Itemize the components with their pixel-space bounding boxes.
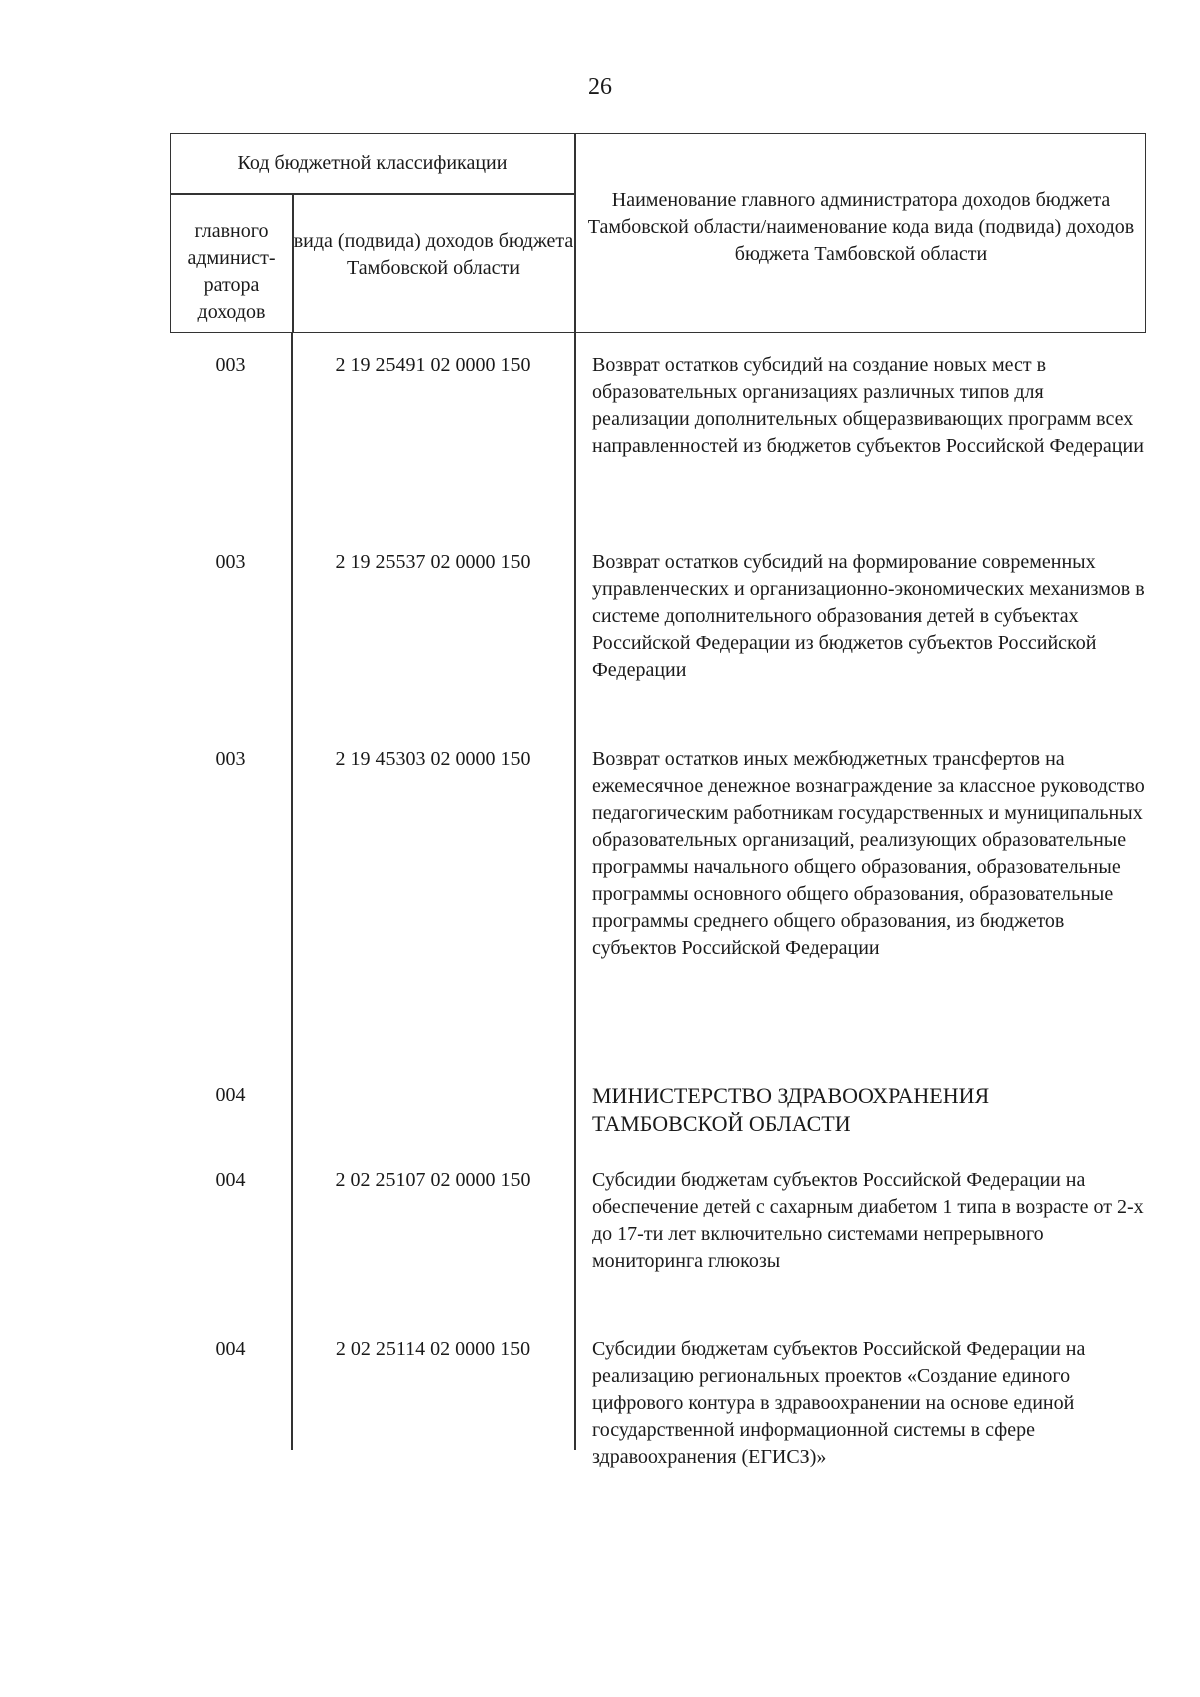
revenue-name: Возврат остатков субсидий на формирование современных управленческих и организационно-экономических механизмов в системе дополнительного образования детей в субъектах Российской Федерации из бюджетов субъектов Российской Федерации xyxy=(592,551,1145,681)
revenue-name: Субсидии бюджетам субъектов Российской Федерации на обеспечение детей с сахарным диабетом 1 типа в возрасте от 2-х до 17-ти лет включительно системами непрерывного мониторинга глюкозы xyxy=(592,1169,1144,1272)
budget-code: 2 02 25107 02 0000 150 xyxy=(335,1169,531,1191)
admin-code: 004 xyxy=(215,1084,246,1106)
budget-code: 2 02 25114 02 0000 150 xyxy=(335,1338,531,1360)
budget-code: 2 19 25537 02 0000 150 xyxy=(335,551,531,573)
revenue-name: Субсидии бюджетам субъектов Российской Федерации на реализацию региональных проектов «Создание единого цифрового контура в здравоохранении на основе единой государственной информационной системы в сфере здравоохранения (ЕГИСЗ)» xyxy=(592,1338,1086,1468)
admin-code: 003 xyxy=(215,354,246,376)
admin-code: 003 xyxy=(215,551,246,573)
page-number: 26 xyxy=(588,74,612,100)
admin-code: 004 xyxy=(215,1169,246,1191)
table-header xyxy=(170,133,1146,333)
header-name-column: Наименование главного администратора доходов бюджета Тамбовской области/наименование кода вида (подвида) доходов бюджета Тамбовской области xyxy=(587,189,1135,265)
admin-code: 003 xyxy=(215,748,246,770)
budget-code: 2 19 45303 02 0000 150 xyxy=(335,748,531,770)
column-divider xyxy=(291,333,293,1450)
header-divider xyxy=(171,193,574,195)
revenue-name: Возврат остатков субсидий на создание новых мест в образовательных организациях различных типов для реализации дополнительных общеразвивающих программ всех направленностей из бюджетов субъектов Российской Федерации xyxy=(592,354,1144,457)
header-kbk: Код бюджетной классификации xyxy=(237,152,508,174)
header-vid-column: вида (подвида) доходов бюджета Тамбовской области xyxy=(293,230,574,279)
revenue-name: Возврат остатков иных межбюджетных трансфертов на ежемесячное денежное вознаграждение за классное руководство педагогическим работникам государственных и муниципальных образовательных организаций, реализующих образовательные программы начального общего образования, образовательные программы основного общего образования, образовательные программы среднего общего образования, из бюджетов субъектов Российской Федерации xyxy=(592,748,1145,959)
ministry-title: МИНИСТЕРСТВО ЗДРАВООХРАНЕНИЯ ТАМБОВСКОЙ ОБЛАСТИ xyxy=(592,1083,990,1136)
budget-code: 2 19 25491 02 0000 150 xyxy=(335,354,531,376)
admin-code: 004 xyxy=(215,1338,246,1360)
header-admin-column: главного админист-ратора доходов xyxy=(187,220,276,323)
column-divider xyxy=(574,333,576,1450)
